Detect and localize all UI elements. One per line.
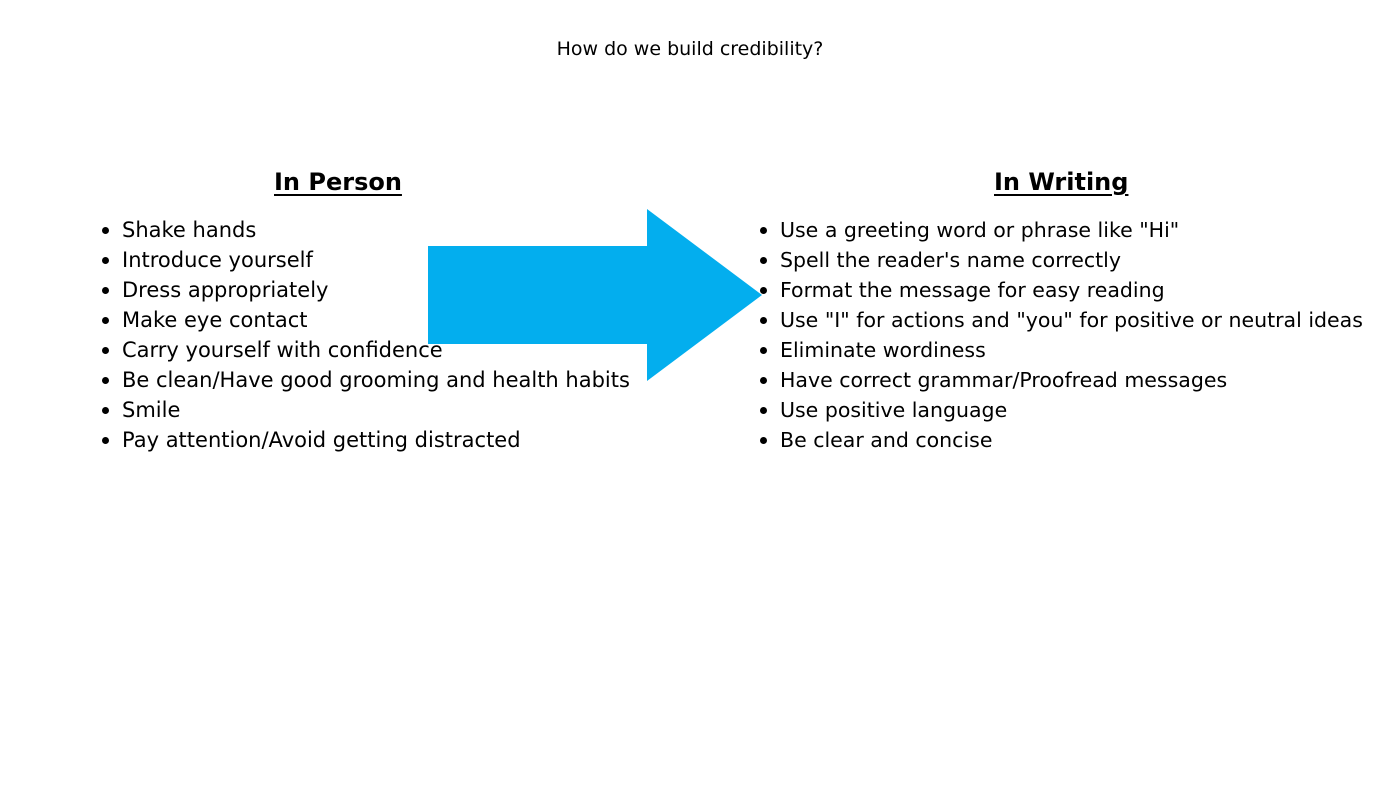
in-person-heading: In Person <box>274 168 402 196</box>
bullet-icon <box>102 437 109 444</box>
bullet-icon <box>102 317 109 324</box>
bullet-icon <box>760 227 767 234</box>
bullet-icon <box>102 287 109 294</box>
bullet-icon <box>760 377 767 384</box>
list-item: Smile <box>100 395 630 425</box>
bullet-icon <box>102 347 109 354</box>
arrow-shape <box>428 209 762 381</box>
list-item: Be clear and concise <box>758 425 1363 455</box>
list-item: Use a greeting word or phrase like "Hi" <box>758 215 1363 245</box>
list-item: Format the message for easy reading <box>758 275 1363 305</box>
bullet-icon <box>760 287 767 294</box>
bullet-icon <box>760 437 767 444</box>
list-item: Be clean/Have good grooming and health habits <box>100 365 630 395</box>
list-item: Dress appropriately <box>100 275 630 305</box>
bullet-icon <box>760 257 767 264</box>
bullet-icon <box>102 227 109 234</box>
list-item: Use "I" for actions and "you" for positive or neutral ideas <box>758 305 1363 335</box>
list-item: Shake hands <box>100 215 630 245</box>
list-item: Spell the reader's name correctly <box>758 245 1363 275</box>
list-item: Make eye contact <box>100 305 630 335</box>
page-title: How do we build credibility? <box>556 38 824 60</box>
bullet-icon <box>760 407 767 414</box>
bullet-icon <box>760 317 767 324</box>
in-writing-heading: In Writing <box>994 168 1129 196</box>
bullet-icon <box>760 347 767 354</box>
in-writing-list <box>758 215 1363 455</box>
list-item: Pay attention/Avoid getting distracted <box>100 425 630 455</box>
list-item: Use positive language <box>758 395 1363 425</box>
list-item: Introduce yourself <box>100 245 630 275</box>
list-item: Have correct grammar/Proofread messages <box>758 365 1363 395</box>
right-arrow-icon <box>428 209 762 381</box>
bullet-icon <box>102 407 109 414</box>
list-item: Carry yourself with confidence <box>100 335 630 365</box>
bullet-icon <box>102 257 109 264</box>
list-item: Eliminate wordiness <box>758 335 1363 365</box>
bullet-icon <box>102 377 109 384</box>
